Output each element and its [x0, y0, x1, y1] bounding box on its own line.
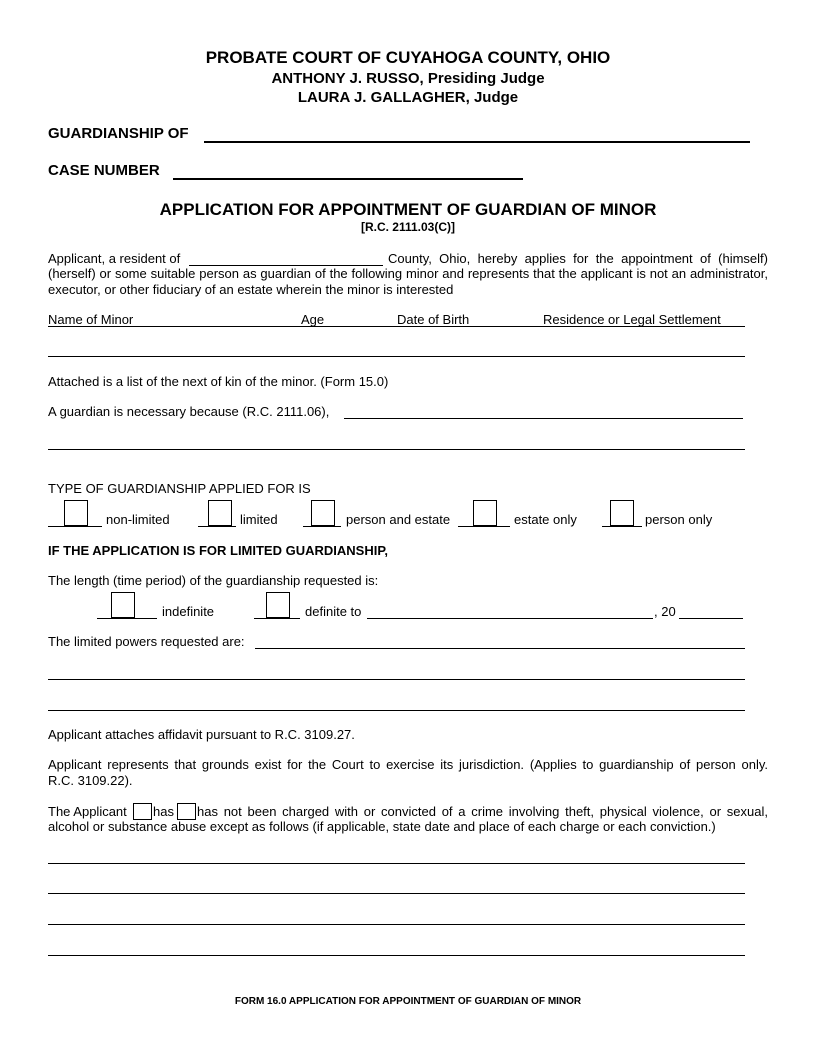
- necessity-label: A guardian is necessary because (R.C. 2111.06),: [48, 404, 330, 419]
- has-label: has: [153, 804, 174, 819]
- case-number-label: CASE NUMBER: [48, 162, 160, 179]
- limited-heading: IF THE APPLICATION IS FOR LIMITED GUARDIANSHIP,: [48, 543, 388, 558]
- jurisdiction-line1: Applicant represents that grounds exist for the Court to exercise its jurisdiction. (Applies to guardianship of person only.: [48, 757, 768, 772]
- estate-only-label: estate only: [514, 512, 577, 527]
- has-not-label: has not been charged with or convicted of a crime involving theft, physical violence, or sexual,: [197, 804, 768, 819]
- column-name-of-minor: Name of Minor: [48, 312, 134, 327]
- person-and-estate-label: person and estate: [346, 512, 451, 527]
- presiding-judge: ANTHONY J. RUSSO, Presiding Judge: [271, 70, 545, 87]
- definite-label: definite to: [305, 604, 362, 619]
- has-checkbox[interactable]: [133, 803, 152, 820]
- necessity-field[interactable]: [344, 404, 743, 419]
- form-title: APPLICATION FOR APPOINTMENT OF GUARDIAN OF MINOR: [159, 200, 657, 219]
- court-name: PROBATE COURT OF CUYAHOGA COUNTY, OHIO: [205, 48, 611, 67]
- criminal-line2: alcohol or substance abuse except as follows (if applicable, state date and place of each charge or each conviction.): [48, 819, 716, 834]
- person-and-estate-checkbox[interactable]: [311, 500, 335, 526]
- applicant-prefix: Applicant, a resident of: [48, 251, 181, 266]
- jurisdiction-line2: R.C. 3109.22).: [48, 773, 133, 788]
- column-age: Age: [301, 312, 325, 327]
- non-limited-checkbox[interactable]: [64, 500, 88, 526]
- year-field[interactable]: [679, 604, 743, 619]
- guardianship-of-label: GUARDIANSHIP OF: [48, 125, 189, 142]
- indefinite-label: indefinite: [162, 604, 215, 619]
- person-only-label: person only: [645, 512, 713, 527]
- judge: LAURA J. GALLAGHER, Judge: [297, 89, 519, 106]
- powers-label: The limited powers requested are:: [48, 634, 245, 649]
- definite-checkbox[interactable]: [266, 592, 290, 618]
- criminal-details-field[interactable]: [48, 849, 745, 864]
- case-number-field[interactable]: [173, 164, 523, 180]
- minor-row-field[interactable]: [48, 342, 745, 357]
- form-footer: FORM 16.0 APPLICATION FOR APPOINTMENT OF GUARDIAN OF MINOR: [234, 996, 582, 1007]
- column-residence: Residence or Legal Settlement: [543, 312, 721, 327]
- county-field[interactable]: [189, 251, 383, 266]
- indefinite-checkbox[interactable]: [111, 592, 135, 618]
- guardianship-of-field[interactable]: [204, 127, 750, 143]
- non-limited-label: non-limited: [106, 512, 170, 527]
- statute-citation: [R.C. 2111.03(C)]: [360, 220, 456, 234]
- applicant-line2: (herself) or some suitable person as guardian of the following minor and represents that the applicant is not an administrator,: [48, 266, 768, 281]
- column-date-of-birth: Date of Birth: [397, 312, 470, 327]
- estate-only-checkbox[interactable]: [473, 500, 497, 526]
- powers-field[interactable]: [255, 634, 745, 649]
- necessity-continuation-line[interactable]: [48, 435, 745, 450]
- has-not-checkbox[interactable]: [177, 803, 196, 820]
- definite-date-field[interactable]: [367, 604, 653, 619]
- powers-line-2[interactable]: [48, 665, 745, 680]
- limited-checkbox[interactable]: [208, 500, 232, 526]
- person-only-checkbox[interactable]: [610, 500, 634, 526]
- criminal-prefix: The Applicant: [48, 804, 127, 819]
- next-of-kin-text: Attached is a list of the next of kin of the minor. (Form 15.0): [48, 374, 389, 389]
- criminal-line-3[interactable]: [48, 910, 745, 925]
- powers-line-3[interactable]: [48, 696, 745, 711]
- limited-label: limited: [240, 512, 278, 527]
- applicant-line3: executor, or other fiduciary of an estate wherein the minor is interested: [48, 282, 454, 297]
- affidavit-text: Applicant attaches affidavit pursuant to R.C. 3109.27.: [48, 727, 355, 742]
- criminal-line-4[interactable]: [48, 941, 745, 956]
- type-heading: TYPE OF GUARDIANSHIP APPLIED FOR IS: [48, 481, 311, 496]
- year-prefix: , 20: [654, 604, 676, 619]
- criminal-line-2[interactable]: [48, 879, 745, 894]
- length-label: The length (time period) of the guardianship requested is:: [48, 573, 379, 588]
- applicant-line1-rest: County, Ohio, hereby applies for the appointment of (himself): [388, 251, 768, 266]
